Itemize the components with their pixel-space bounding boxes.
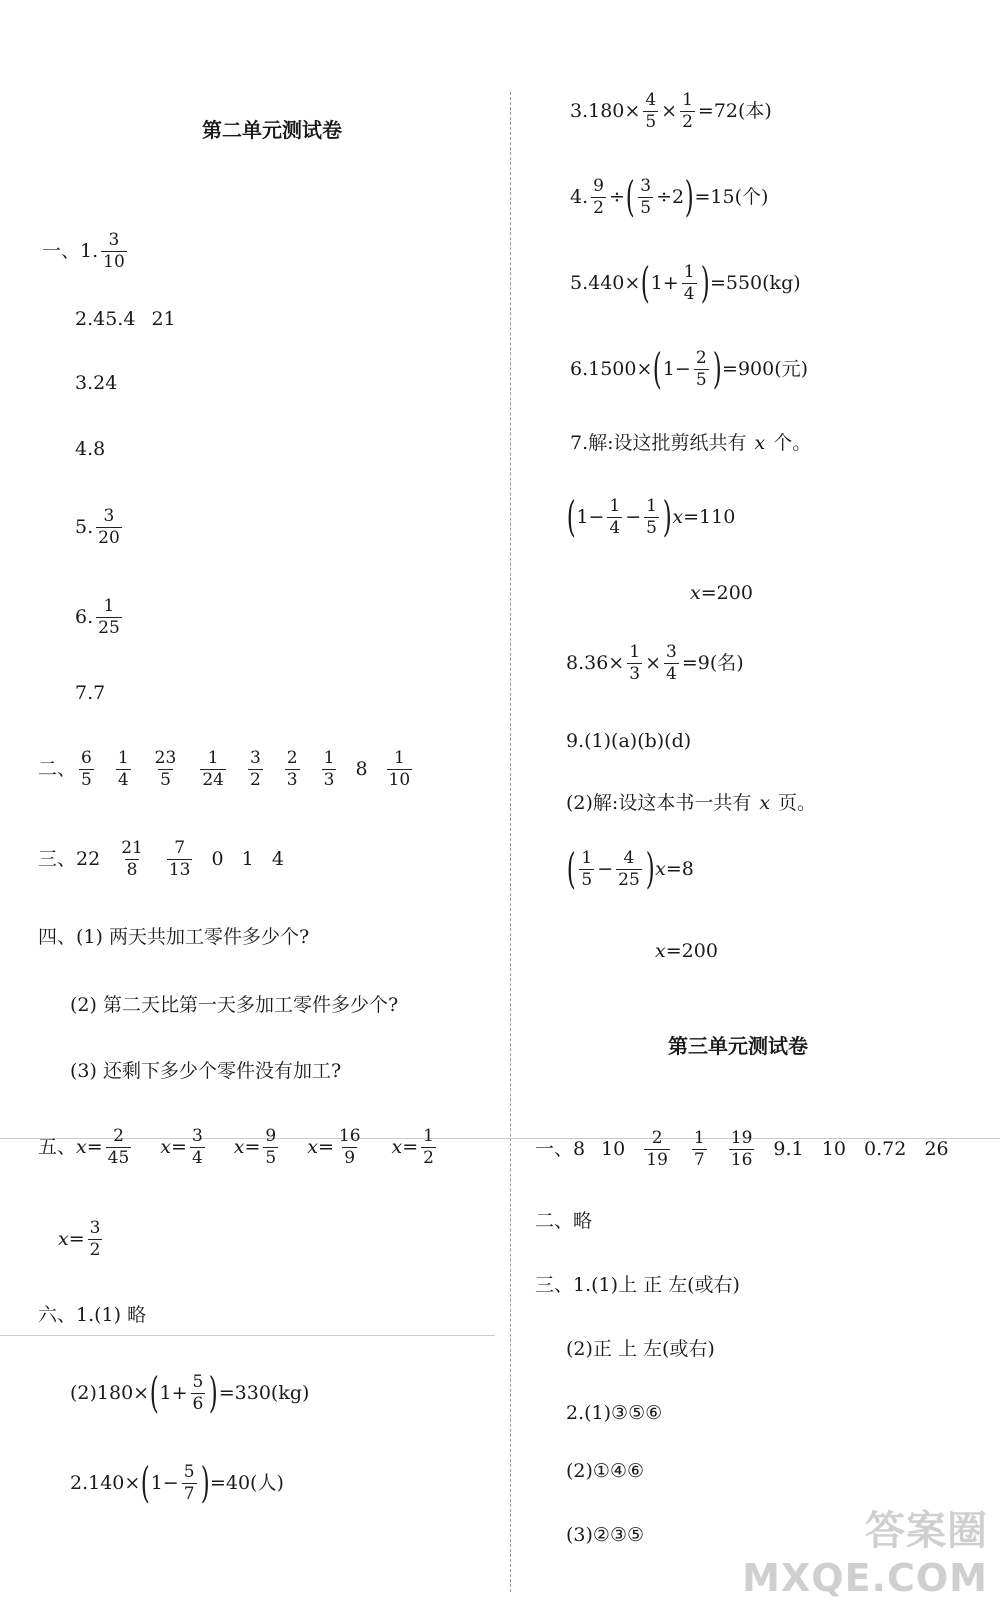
u3-s3-5: (3)②③⑤ (566, 1524, 645, 1546)
r-q3: 3.180× $\frac{4}{5}$ × $\frac{1}{2}$ =72(本) (570, 90, 772, 132)
r-q9-2: (2)解:设这本书一共有 x 页。 (566, 792, 817, 814)
s1-q6: 6. $\frac{1}{25}$ (75, 596, 120, 638)
s1-q1: 一、1. $\frac{3}{10}$ (42, 230, 125, 272)
s1-q4: 4.8 (75, 438, 106, 460)
s5-answer6: x = $\frac{3}{2}$ (58, 1218, 101, 1260)
s2-answers: 二、 $\frac{6}{5}$ $\frac{1}{4}$ $\frac{23}{5}$ $\frac{1}{24}$ $\frac{3}{2}$ $\frac{2}{3}$ $\frac{1}{3}$ 8 $\frac{1}{10}$ (38, 748, 411, 790)
s1-q3: 3.24 (75, 372, 118, 394)
fraction: $\frac{3}{10}$ (103, 230, 125, 272)
u3-s3-2: (2)正 上 左(或右) (566, 1338, 715, 1360)
u3-s3-3: 2.(1)③⑤⑥ (566, 1402, 663, 1424)
r-q5: 5.440× ( 1+ $\frac{1}{4}$ ) =550(kg) (570, 258, 801, 307)
r-q9-1: 9.(1)(a)(b)(d) (566, 730, 692, 752)
s6-q3: 2.140× ( 1− $\frac{5}{7}$ ) =40(人) (70, 1458, 284, 1507)
s5-answers: 五、 x = $\frac{2}{45}$ x = $\frac{3}{4}$ x = $\frac{9}{5}$ x = $\frac{16}{9}$ x = $\frac{1}{2}$ (38, 1126, 434, 1168)
r-q8: 8.36× $\frac{1}{3}$ × $\frac{3}{4}$ =9(名) (566, 642, 744, 684)
s1-q5: 5. $\frac{3}{20}$ (75, 506, 120, 548)
s4-q1: 四、(1) 两天共加工零件多少个? (38, 926, 310, 948)
u3-s3-4: (2)①④⑥ (566, 1460, 645, 1482)
r-q4: 4. $\frac{9}{2}$ ÷ ( $\frac{3}{5}$ ÷2 ) =15(个) (570, 172, 769, 221)
r-q7-equation: ( 1− $\frac{1}{4}$ − $\frac{1}{5}$ ) x =110 (566, 492, 736, 541)
s3-answers: 三、22 $\frac{21}{8}$ $\frac{7}{13}$ 0 1 4 (38, 838, 284, 880)
column-divider (510, 92, 511, 1592)
r-q7: 7.解:设这批剪纸共有 x 个。 (570, 432, 812, 454)
s1-q7: 7.7 (75, 682, 106, 704)
r-q9-solution: x =200 (655, 940, 718, 962)
watermark-logo: 答案圈 MXQE.COM (742, 1508, 988, 1600)
r-q9-equation: ( $\frac{1}{5}$ − $\frac{4}{25}$ ) x =8 (566, 844, 694, 893)
u3-s3-1: 三、1.(1)上 正 左(或右) (535, 1274, 740, 1296)
unit3-title: 第三单元测试卷 (668, 1034, 808, 1058)
fold-line (0, 1335, 495, 1336)
r-q7-solution: x =200 (690, 582, 753, 604)
s4-q2: (2) 第二天比第一天多加工零件多少个? (70, 994, 399, 1016)
s1-q2: 2.45.4 21 (75, 308, 176, 330)
s6-q2: (2)180× ( 1+ $\frac{5}{6}$ ) =330(kg) (70, 1368, 310, 1417)
r-q6: 6.1500× ( 1− $\frac{2}{5}$ ) =900(元) (570, 344, 809, 393)
u3-s2: 二、略 (535, 1210, 593, 1232)
s6-q1: 六、1.(1) 略 (38, 1304, 147, 1326)
u3-s1: 一、8 10 $\frac{2}{19}$ $\frac{1}{7}$ $\frac{19}{16}$ 9.1 10 0.72 26 (535, 1128, 949, 1170)
unit2-title: 第二单元测试卷 (202, 118, 342, 142)
s4-q3: (3) 还剩下多少个零件没有加工? (70, 1060, 342, 1082)
